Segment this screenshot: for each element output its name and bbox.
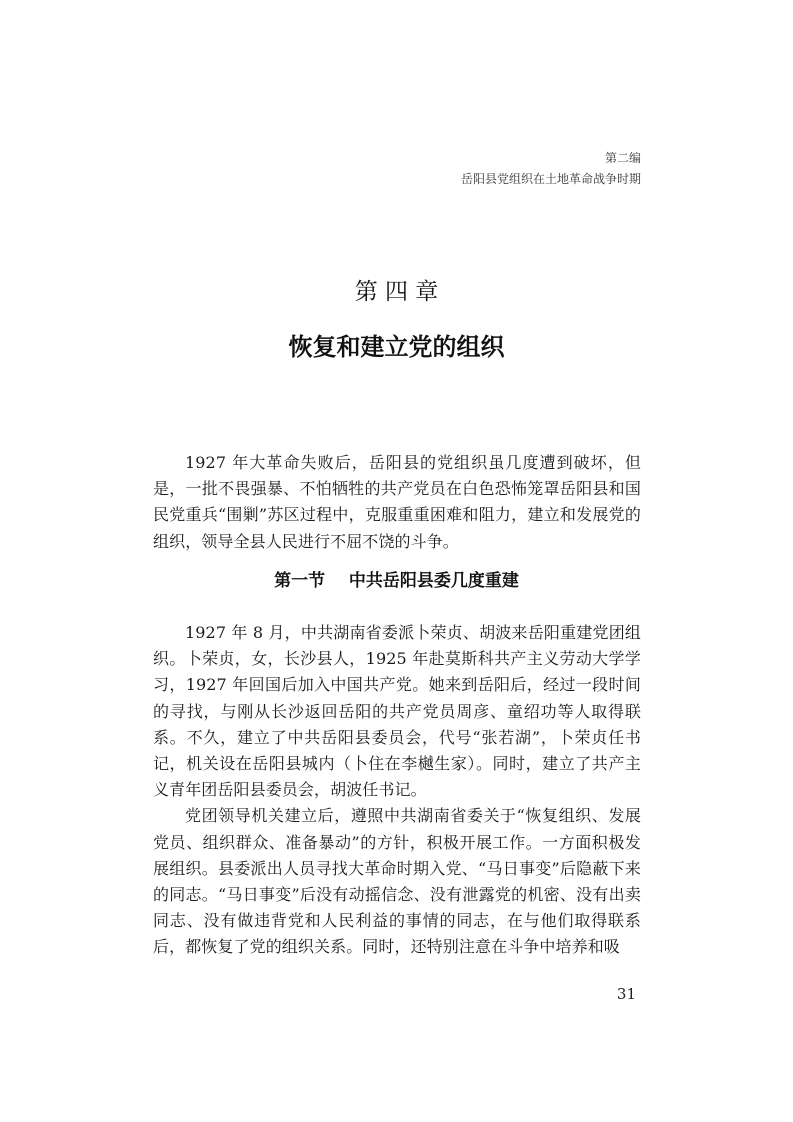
intro-block	[153, 450, 641, 555]
intro-paragraph: 1927 年大革命失败后，岳阳县的党组织虽几度遭到破坏，但是，一批不畏强暴、不怕牺牲的共产党员在白色恐怖笼罩岳阳县和国民党重兵“围剿”苏区过程中，克服重重困难和阻力，建立和发展党的组织，领导全县人民进行不屈不饶的斗争。	[153, 453, 641, 551]
chapter-title: 恢复和建立党的组织	[288, 333, 505, 361]
body-paragraph: 1927 年 8 月，中共湖南省委派卜荣贞、胡波来岳阳重建党团组织。卜荣贞，女，长沙县人，1925 年赴莫斯科共产主义劳动大学学习，1927 年回国后加入中国共产党。她来到岳阳后，经过一段时间的寻找，与刚从长沙返回岳阳的共产党员周彦、童绍功等人取得联系。不久，建立了中共岳阳县委员会，代号“张若湖”，卜荣贞任书记，机关设在岳阳县城内（卜住在李樾生家）。同时，建立了共产主义青年团岳阳县委员会，胡波任书记。	[153, 623, 641, 800]
body-paragraph: 党团领导机关建立后，遵照中共湖南省委关于“恢复组织、发展党员、组织群众、准备暴动”的方针，积极开展工作。一方面积极发展组织。县委派出人员寻找大革命时期入党、“马日事变”后隐蔽下来的同志。“马日事变”后没有动摇信念、没有泄露党的机密、没有出卖同志、没有做违背党和人民利益的事情的同志，在与他们取得联系后，都恢复了党的组织关系。同时，还特别注意在斗争中培养和吸	[153, 806, 641, 957]
section-number: 第一节	[274, 571, 326, 591]
section-heading	[0, 568, 793, 594]
running-head	[461, 148, 641, 190]
page-number: 31	[616, 985, 636, 1003]
running-head-title: 岳阳县党组织在土地革命战争时期	[460, 172, 641, 186]
section-body	[153, 620, 641, 961]
chapter-number: 第 四 章	[354, 279, 439, 305]
running-head-part: 第二编	[604, 151, 641, 165]
section-title: 中共岳阳县委几度重建	[348, 571, 519, 591]
